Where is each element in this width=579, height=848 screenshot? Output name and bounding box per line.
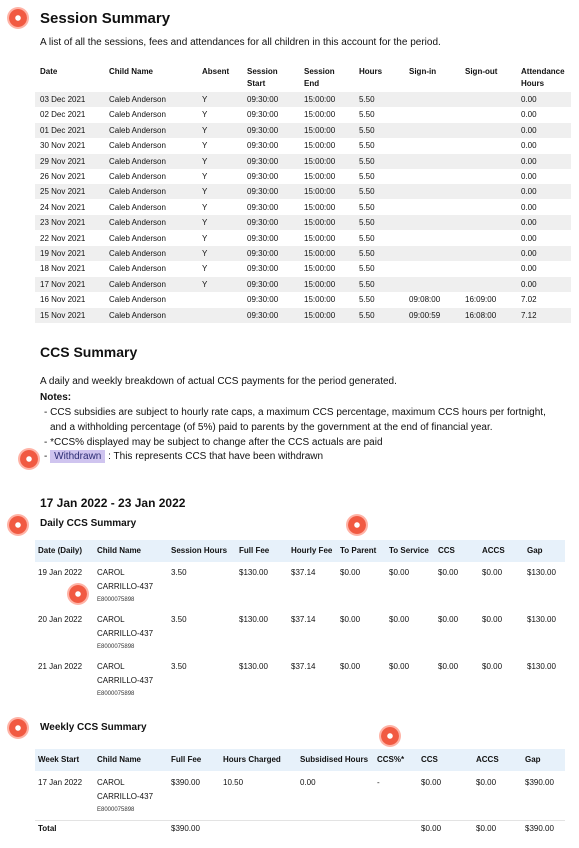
weekly-col-ccs: CCS [421,755,438,764]
session-absent: Y [202,202,208,212]
daily-to-service: $0.00 [389,615,410,624]
withdrawn-badge: Withdrawn [50,450,105,463]
session-start: 09:30:00 [247,279,279,289]
session-absent: Y [202,110,208,120]
annotation-marker [348,516,366,534]
session-hours: 5.50 [359,187,375,197]
session-date: 02 Dec 2021 [40,110,86,120]
session-hours: 5.50 [359,202,375,212]
note-rate-caps: - CCS subsidies are subject to hourly rate caps, a maximum CCS percentage, maximum CCS hours per fortnight, [44,407,546,418]
session-sign-in: 09:08:00 [409,295,441,305]
weekly-col-accs: ACCS [476,755,499,764]
session-child-name: Caleb Anderson [109,125,166,135]
session-hours: 5.50 [359,310,375,320]
session-date: 30 Nov 2021 [40,141,86,151]
daily-accs: $0.00 [482,615,503,624]
session-start: 09:30:00 [247,202,279,212]
session-date: 25 Nov 2021 [40,187,86,197]
weekly-subsidised-hours: 0.00 [300,778,316,787]
session-attendance-hours: 7.02 [521,295,537,305]
daily-col-session-hours: Session Hours [171,546,228,555]
session-start: 09:30:00 [247,249,279,258]
weekly-total-ccs: $0.00 [421,824,442,833]
session-end: 15:00:00 [304,110,336,120]
daily-ccs: $0.00 [438,662,459,671]
session-date: 15 Nov 2021 [40,310,86,320]
weekly-child-first: CAROL [97,778,125,787]
weekly-col-subsidised-hours: Subsidised Hours [300,755,369,764]
session-attendance-hours: 0.00 [521,233,537,243]
daily-col-date: Date (Daily) [38,546,83,555]
session-end: 15:00:00 [304,156,336,166]
session-end: 15:00:00 [304,264,336,274]
weekly-child-last: CARRILLO-437 [97,792,154,801]
session-date: 22 Nov 2021 [40,233,86,243]
weekly-col-full-fee: Full Fee [171,755,202,764]
daily-child-last: CARRILLO-437 [97,676,154,685]
session-absent: Y [202,187,208,197]
col-child-name: Child Name [109,67,154,76]
session-start: 09:30:00 [247,233,279,243]
weekly-total-accs: $0.00 [476,824,497,833]
weekly-gap: $390.00 [525,778,554,787]
ccs-summary-title: CCS Summary [40,344,138,360]
daily-child-last: CARRILLO-437 [97,582,154,591]
daily-gap: $130.00 [527,568,556,577]
session-end: 15:00:00 [304,125,336,135]
session-hours: 5.50 [359,156,375,166]
session-end: 15:00:00 [304,141,336,151]
weekly-ccs-title: Weekly CCS Summary [40,722,147,733]
session-start: 09:30:00 [247,125,279,135]
weekly-col-hours-charged: Hours Charged [223,755,281,764]
notes-label: Notes: [40,392,72,403]
daily-child-id: E8000075898 [97,597,135,603]
weekly-hours-charged: 10.50 [223,778,244,787]
session-attendance-hours: 0.00 [521,95,537,104]
weekly-week-start: 17 Jan 2022 [38,778,83,787]
session-child-name: Caleb Anderson [109,249,166,258]
daily-date: 20 Jan 2022 [38,615,83,624]
session-attendance-hours: 0.00 [521,172,537,181]
daily-gap: $130.00 [527,662,556,671]
daily-accs: $0.00 [482,568,503,577]
daily-full-fee: $130.00 [239,615,268,624]
weekly-total-divider [35,820,565,821]
session-child-name: Caleb Anderson [109,172,166,181]
daily-col-hourly-fee: Hourly Fee [291,546,333,555]
daily-date: 21 Jan 2022 [38,662,83,671]
daily-to-parent: $0.00 [340,568,361,577]
session-absent: Y [202,125,208,135]
session-end: 15:00:00 [304,310,336,320]
daily-to-parent: $0.00 [340,662,361,671]
weekly-child-id: E8000075898 [97,807,135,813]
daily-child-last: CARRILLO-437 [97,629,154,638]
session-start: 09:30:00 [247,110,279,120]
session-start: 09:30:00 [247,141,279,151]
col-sign-out: Sign-out [465,67,498,76]
session-end: 15:00:00 [304,218,336,228]
session-end: 15:00:00 [304,172,336,181]
daily-hourly-fee: $37.14 [291,615,316,624]
session-end: 15:00:00 [304,202,336,212]
session-hours: 5.50 [359,233,375,243]
weekly-full-fee: $390.00 [171,778,200,787]
period-title: 17 Jan 2022 - 23 Jan 2022 [40,496,186,510]
session-absent: Y [202,264,208,274]
weekly-accs: $0.00 [476,778,497,787]
daily-hourly-fee: $37.14 [291,662,316,671]
daily-ccs-title: Daily CCS Summary [40,518,137,529]
session-end: 15:00:00 [304,233,336,243]
session-summary-title: Session Summary [40,10,171,27]
daily-col-full-fee: Full Fee [239,546,270,555]
weekly-col-child-name: Child Name [97,755,142,764]
session-sign-out: 16:09:00 [465,295,497,305]
weekly-col-gap: Gap [525,755,541,764]
daily-accs: $0.00 [482,662,503,671]
withdrawn-description: : This represents CCS that have been withdrawn [108,451,324,462]
session-absent: Y [202,233,208,243]
session-hours: 5.50 [359,172,375,181]
session-end: 15:00:00 [304,249,336,258]
daily-child-id: E8000075898 [97,644,135,650]
daily-session-hours: 3.50 [171,615,187,624]
session-child-name: Caleb Anderson [109,110,166,120]
session-child-name: Caleb Anderson [109,218,166,228]
annotation-marker [9,719,27,737]
daily-gap: $130.00 [527,615,556,624]
session-attendance-hours: 0.00 [521,264,537,274]
daily-child-first: CAROL [97,615,125,624]
weekly-col-ccs-percent: CCS%* [377,755,405,764]
session-hours: 5.50 [359,279,375,289]
session-child-name: Caleb Anderson [109,310,166,320]
daily-ccs: $0.00 [438,568,459,577]
daily-hourly-fee: $37.14 [291,568,316,577]
session-start: 09:30:00 [247,264,279,274]
session-absent: Y [202,141,208,151]
session-date: 17 Nov 2021 [40,279,86,289]
session-date: 16 Nov 2021 [40,295,86,305]
daily-child-id: E8000075898 [97,691,135,697]
session-date: 26 Nov 2021 [40,172,86,181]
session-attendance-hours: 0.00 [521,249,537,258]
session-date: 24 Nov 2021 [40,202,86,212]
daily-col-gap: Gap [527,546,543,555]
session-date: 03 Dec 2021 [40,95,86,104]
session-date: 01 Dec 2021 [40,125,86,135]
session-attendance-hours: 0.00 [521,110,537,120]
daily-col-child-name: Child Name [97,546,142,555]
session-start: 09:30:00 [247,310,279,320]
session-hours: 5.50 [359,125,375,135]
daily-child-first: CAROL [97,662,125,671]
session-start: 09:30:00 [247,187,279,197]
session-absent: Y [202,172,208,181]
session-child-name: Caleb Anderson [109,141,166,151]
weekly-total-fee: $390.00 [171,824,200,833]
session-end: 15:00:00 [304,279,336,289]
session-end: 15:00:00 [304,95,336,104]
session-attendance-hours: 0.00 [521,202,537,212]
session-attendance-hours: 0.00 [521,218,537,228]
daily-ccs: $0.00 [438,615,459,624]
session-child-name: Caleb Anderson [109,202,166,212]
daily-to-service: $0.00 [389,662,410,671]
col-absent: Absent [202,67,230,76]
session-date: 18 Nov 2021 [40,264,86,274]
session-attendance-hours: 0.00 [521,125,537,135]
daily-to-parent: $0.00 [340,615,361,624]
daily-full-fee: $130.00 [239,662,268,671]
session-sign-in: 09:00:59 [409,310,441,320]
session-absent: Y [202,279,208,289]
session-sign-out: 16:08:00 [465,310,497,320]
weekly-total-gap: $390.00 [525,824,554,833]
session-hours: 5.50 [359,110,375,120]
session-attendance-hours: 7.12 [521,310,537,320]
annotation-marker [9,9,27,27]
session-end: 15:00:00 [304,187,336,197]
daily-session-hours: 3.50 [171,662,187,671]
col-sign-in: Sign-in [409,67,437,76]
daily-col-to-parent: To Parent [340,546,377,555]
session-date: 23 Nov 2021 [40,218,86,228]
annotation-marker [381,727,399,745]
session-child-name: Caleb Anderson [109,95,166,104]
session-start: 09:30:00 [247,295,279,305]
weekly-col-week-start: Week Start [38,755,80,764]
session-attendance-hours: 0.00 [521,141,537,151]
withdrawn-prefix: - [44,451,48,462]
annotation-marker [20,450,38,468]
note-rate-caps-cont: and a withholding percentage (of 5%) paid to parents by the government at the end of financial year. [50,422,493,433]
session-hours: 5.50 [359,218,375,228]
daily-child-first: CAROL [97,568,125,577]
session-hours: 5.50 [359,264,375,274]
daily-col-ccs: CCS [438,546,455,555]
session-child-name: Caleb Anderson [109,279,166,289]
session-child-name: Caleb Anderson [109,156,166,166]
session-summary-description: A list of all the sessions, fees and attendances for all children in this account for the period. [40,37,441,48]
daily-full-fee: $130.00 [239,568,268,577]
session-child-name: Caleb Anderson [109,264,166,274]
annotation-marker [69,585,87,603]
session-absent: Y [202,249,208,258]
daily-col-to-service: To Service [389,546,429,555]
session-start: 09:30:00 [247,95,279,104]
session-child-name: Caleb Anderson [109,295,166,305]
note-ccs-percent: - *CCS% displayed may be subject to change after the CCS actuals are paid [44,437,383,448]
session-start: 09:30:00 [247,172,279,181]
session-date: 19 Nov 2021 [40,249,86,258]
session-hours: 5.50 [359,141,375,151]
session-child-name: Caleb Anderson [109,187,166,197]
session-absent: Y [202,95,208,104]
daily-date: 19 Jan 2022 [38,568,83,577]
session-start: 09:30:00 [247,156,279,166]
session-absent: Y [202,156,208,166]
col-attendance-hours: Attendance Hours [521,67,565,88]
session-end: 15:00:00 [304,295,336,305]
session-absent: Y [202,218,208,228]
daily-col-accs: ACCS [482,546,505,555]
col-date: Date [40,67,58,76]
col-session-end: Session End [304,67,335,88]
session-hours: 5.50 [359,295,375,305]
session-hours: 5.50 [359,249,375,258]
col-hours: Hours [359,67,383,76]
session-child-name: Caleb Anderson [109,233,166,243]
session-attendance-hours: 0.00 [521,187,537,197]
daily-to-service: $0.00 [389,568,410,577]
session-start: 09:30:00 [247,218,279,228]
ccs-summary-description: A daily and weekly breakdown of actual CCS payments for the period generated. [40,376,397,387]
annotation-marker [9,516,27,534]
weekly-ccs-percent: - [377,778,380,787]
session-attendance-hours: 0.00 [521,279,537,289]
col-session-start: Session Start [247,67,278,88]
session-hours: 5.50 [359,95,375,104]
daily-session-hours: 3.50 [171,568,187,577]
session-attendance-hours: 0.00 [521,156,537,166]
note-withdrawn [44,451,323,462]
weekly-total-label: Total [38,824,57,833]
weekly-ccs: $0.00 [421,778,442,787]
session-date: 29 Nov 2021 [40,156,86,166]
